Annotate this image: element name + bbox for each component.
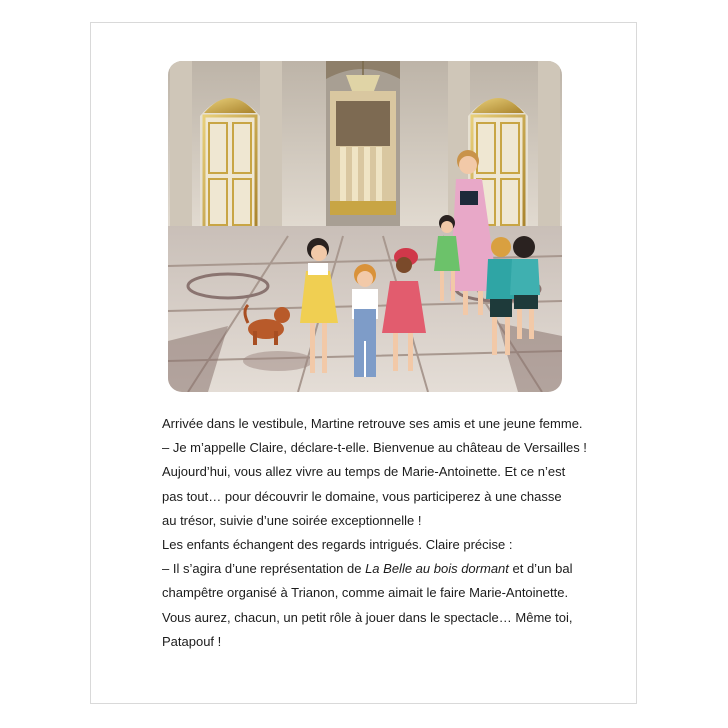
story-line: pas tout… pour découvrir le domaine, vous participerez à une chasse: [162, 488, 562, 504]
story-line: champêtre organisé à Trianon, comme aimait le faire Marie-Antoinette.: [162, 585, 569, 601]
story-line: Aujourd’hui, vous allez vivre au temps de Marie-Antoinette. Et ce n’est: [162, 464, 566, 480]
illustration-svg: [168, 61, 562, 392]
story-title-italic: La Belle au bois dormant: [365, 561, 509, 577]
story-line: [162, 557, 582, 581]
pilaster: [170, 61, 192, 236]
story-line-start: – Il s’agira d’une représentation de: [162, 561, 366, 577]
story-line: Arrivée dans le vestibule, Martine retrouve ses amis et une jeune femme.: [162, 416, 583, 431]
story-line: Les enfants échangent des regards intrigués. Claire précise :: [162, 537, 513, 553]
child-blue-overalls: [352, 264, 378, 377]
story-line: au trésor, suivie d’une soirée exceptionnelle !: [162, 512, 422, 528]
story-line: Vous aurez, chacun, un petit rôle à jouer dans le spectacle… Même toi,: [162, 609, 573, 625]
illustration-versailles-vestibule: [168, 61, 562, 392]
pilaster: [260, 61, 282, 236]
story-line: – Je m’appelle Claire, déclare-t-elle. Bienvenue au château de Versailles !: [162, 440, 587, 456]
chandelier: [346, 75, 380, 91]
story-line: Patapouf !: [162, 633, 222, 649]
story-line-end: et d’un bal: [508, 561, 573, 577]
pilaster: [538, 61, 560, 236]
story-text: [162, 412, 587, 654]
book: [460, 191, 478, 205]
